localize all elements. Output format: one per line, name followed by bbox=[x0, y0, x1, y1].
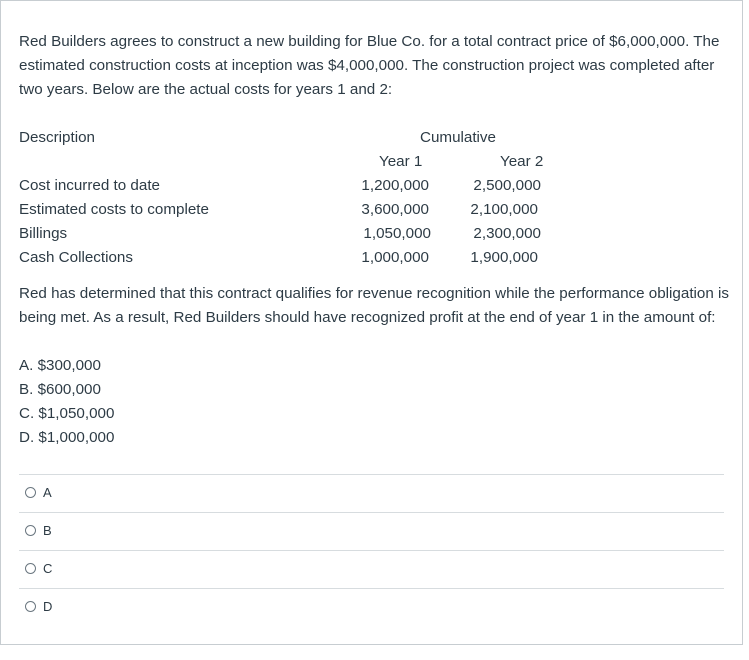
choice-text: B. $600,000 bbox=[19, 381, 101, 398]
choice-text: A. $300,000 bbox=[19, 357, 101, 374]
row-label: Estimated costs to complete bbox=[19, 201, 209, 218]
cumulative-header: Cumulative bbox=[420, 129, 496, 146]
question-intro: Red Builders agrees to construct a new building for Blue Co. for a total contract price of $6,000,000. The estimated construction costs at inception was $4,000,000. The construction project was completed after two years. Below are the actual costs for years 1 and 2: bbox=[19, 33, 720, 98]
answer-label: D bbox=[43, 599, 53, 614]
answer-label: B bbox=[43, 523, 52, 538]
answer-option-a[interactable] bbox=[19, 474, 724, 512]
row-year2-value: 2,500,000 bbox=[473, 177, 541, 194]
radio-button[interactable] bbox=[25, 525, 36, 536]
question-body: Red has determined that this contract qualifies for revenue recognition while the performance obligation is being met. As a result, Red Builders should have recognized profit at the end of year 1 in the amount of: bbox=[19, 285, 729, 326]
radio-button[interactable] bbox=[25, 563, 36, 574]
answer-option-b[interactable] bbox=[19, 512, 724, 550]
answer-option-c[interactable] bbox=[19, 550, 724, 588]
row-year2-value: 2,300,000 bbox=[473, 225, 541, 242]
radio-button[interactable] bbox=[25, 601, 36, 612]
row-year2-value: 2,100,000 bbox=[470, 201, 538, 218]
answer-label: A bbox=[43, 485, 52, 500]
year1-header: Year 1 bbox=[379, 153, 423, 170]
row-year2-value: 1,900,000 bbox=[470, 249, 538, 266]
description-header: Description bbox=[19, 129, 95, 146]
row-label: Billings bbox=[19, 225, 68, 242]
row-year1-value: 1,000,000 bbox=[361, 249, 429, 266]
row-year1-value: 1,050,000 bbox=[363, 225, 431, 242]
answer-option-d[interactable] bbox=[19, 588, 724, 626]
radio-button[interactable] bbox=[25, 487, 36, 498]
answer-label: C bbox=[43, 561, 53, 576]
row-year1-value: 1,200,000 bbox=[361, 177, 429, 194]
year2-header: Year 2 bbox=[500, 153, 544, 170]
choice-text: D. $1,000,000 bbox=[19, 429, 115, 446]
choice-text: C. $1,050,000 bbox=[19, 405, 115, 422]
choice-list bbox=[19, 354, 114, 450]
row-label: Cost incurred to date bbox=[19, 177, 160, 194]
answer-list bbox=[19, 474, 724, 626]
row-label: Cash Collections bbox=[19, 249, 133, 266]
row-year1-value: 3,600,000 bbox=[361, 201, 429, 218]
